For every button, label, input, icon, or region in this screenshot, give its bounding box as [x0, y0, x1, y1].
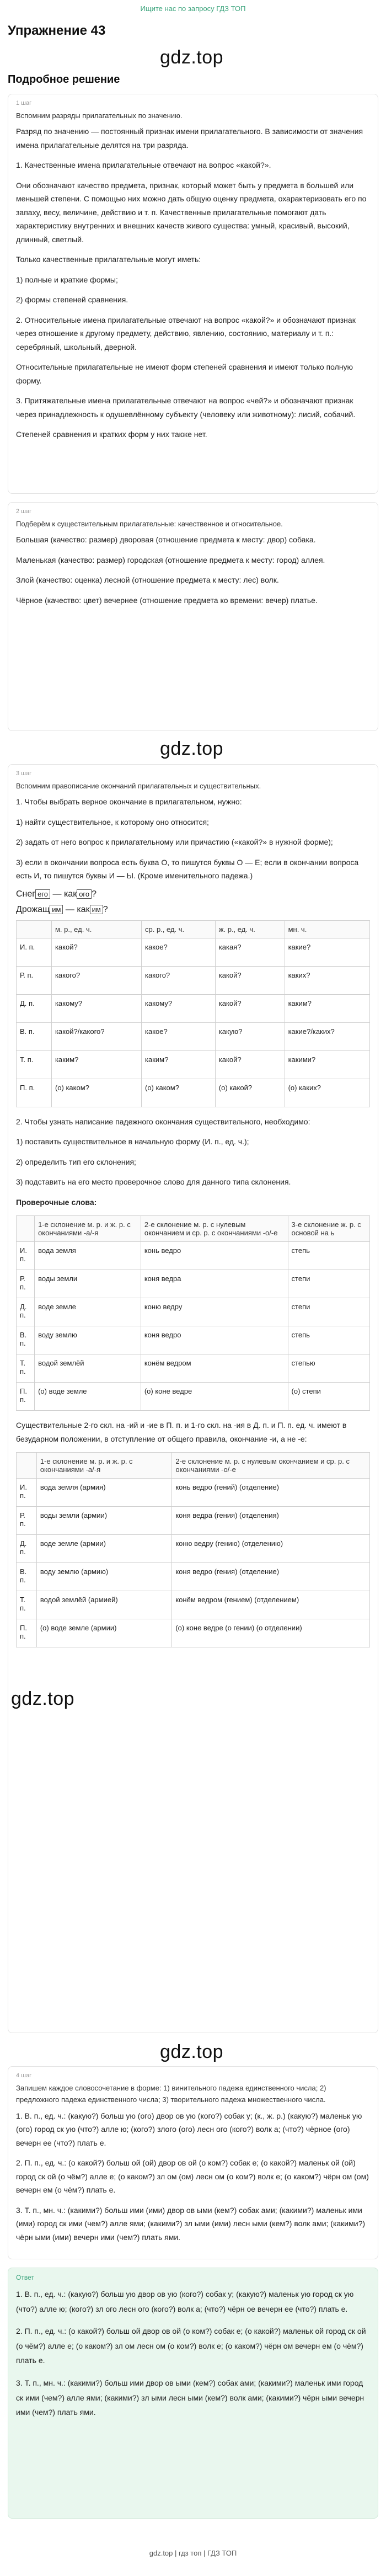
step-line: 1) поставить существительное в начальную форму (И. п., ед. ч.); — [16, 1137, 249, 1146]
table-header-cell: м. р., ед. ч. — [51, 920, 141, 938]
answer-line: 2. П. п., ед. ч.: (о какой?) больш ой двор ов ой (о ком?) собак е; (о какой?) маленьк ой город ск ой (о чём?) алле е; (о каком?) зл ом лесн ом (о ком?) волк е; (о каком?) чёрн ом вечерн ем (о чём?) плать е. — [16, 2327, 366, 2365]
example-question-ending: им — [90, 905, 103, 914]
table-cell: конь ведро — [141, 1242, 288, 1270]
table-cell: вода земля (армия) — [36, 1479, 172, 1507]
table-cell: какие?/каких? — [285, 1022, 369, 1050]
table-header-row — [17, 920, 370, 938]
table-header-cell: 2-е склонение м. р. с нулевым окончанием и ср. р. с окончаниями -о/-е — [172, 1453, 370, 1479]
table-cell: В. п. — [17, 1326, 35, 1354]
example-ending: им — [50, 905, 63, 914]
table-cell: воду землю — [35, 1326, 141, 1354]
table-cell: какие? — [285, 938, 369, 966]
table-cell: (о) воде земле — [35, 1383, 141, 1411]
table-cell: какая? — [215, 938, 285, 966]
watermark-logo: gdz.top — [11, 1688, 75, 1709]
table-header-cell: ж. р., ед. ч. — [215, 920, 285, 938]
watermark-logo: gdz.top — [160, 738, 224, 759]
table-row — [17, 938, 370, 966]
table-row — [17, 1298, 370, 1326]
table-cell: воде земле (армии) — [36, 1535, 172, 1563]
table-cell: конём ведром — [141, 1354, 288, 1383]
table-cell: В. п. — [17, 1563, 37, 1591]
step-2-card — [8, 502, 378, 731]
step-line: Существительные 2-го скл. на -ий и -ие в П. п. и 1-го скл. на -ия в Д. п. и П. п. ед. ч. имеют в безударном положении, в отступление от общего правила, окончание -и, а не -е: — [16, 1421, 347, 1443]
example-word: Дрожащ — [16, 904, 50, 914]
table-cell: И. п. — [17, 1242, 35, 1270]
table-cell: каким? — [141, 1050, 215, 1079]
table-cell: какому? — [51, 994, 141, 1022]
table-cell: коню ведру (гению) (отделению) — [172, 1535, 370, 1563]
table-cell: коня ведро (гения) (отделение) — [172, 1563, 370, 1591]
table-cell: Р. п. — [17, 1270, 35, 1298]
step-1-card — [8, 94, 378, 494]
step-line: 2. П. п., ед. ч.: (о какой?) больш ой (ой) двор ов ой (о ком?) собак е; (о какой?) маленьк ой (ой) город ск ой (о чём?) алле е; (о каком?) зл ом (ом) лесн ом (о ком?) волк е; (о каком?) чёрн ом (ом) вечерн ем (о чём?) плать е. — [16, 2158, 369, 2195]
step-3-card — [8, 764, 378, 2033]
table-cell: Р. п. — [17, 1507, 37, 1535]
table-header-row — [17, 1453, 370, 1479]
table-row — [17, 1242, 370, 1270]
step-4-card — [8, 2066, 378, 2259]
table-cell: (о) какой? — [215, 1079, 285, 1107]
table-cell: водой землёй — [35, 1354, 141, 1383]
table-cell: П. п. — [17, 1383, 35, 1411]
table-cell: степи — [288, 1270, 369, 1298]
watermark-logo: gdz.top — [160, 2041, 224, 2062]
table-cell: каких? — [285, 966, 369, 994]
watermark-logo: gdz.top — [160, 47, 224, 68]
table-header-cell: мн. ч. — [285, 920, 369, 938]
table-header-cell: 1-е склонение м. р. и ж. р. с окончаниями -а/-я — [36, 1453, 172, 1479]
table-row — [17, 1050, 370, 1079]
step-label: 3 шаг — [16, 770, 32, 777]
table-cell: (о) степи — [288, 1383, 369, 1411]
section-heading: Подробное решение — [8, 73, 120, 86]
step-line: 1) полные и краткие формы; — [16, 275, 118, 284]
table-cell: каким? — [285, 994, 369, 1022]
table-cell: степью — [288, 1354, 369, 1383]
table-row — [17, 1591, 370, 1619]
step-line: Они обозначают качество предмета, признак, который может быть у предмета в большей или меньшей степени. С помощью них можно дать общую оценку предмета, охарактеризовать его по запаху, весу, величине, действию и т. п. Качественные прилагательные помогают дать характеристику внутренних и внешних качеств живого существа: умный, красивый, высокий, длинный, светлый. — [16, 180, 367, 244]
answer-line: 3. Т. п., мн. ч.: (какими?) больш ими двор ов ыми (кем?) собак ами; (какими?) маленьк ими город ск ими (чем?) алле ями; (какими?) зл ыми лесн ыми (кем?) волк ами; (какими?) чёрн ыми вечерн ими (чем?) плать ями. — [16, 2378, 364, 2417]
step-line: Злой (качество: оценка) лесной (отношение предмета к месту: лес) волк. — [16, 575, 279, 585]
adjective-question-table — [16, 920, 370, 1107]
step-line: Чёрное (качество: цвет) вечернее (отношение предмета ко времени: вечер) платье. — [16, 595, 318, 605]
step-line: 1. Качественные имена прилагательные отвечают на вопрос «какой?». — [16, 161, 271, 170]
table-cell: И. п. — [17, 1479, 37, 1507]
step-line: 2) определить тип его склонения; — [16, 1157, 136, 1166]
table-cell: Д. п. — [17, 1298, 35, 1326]
step-line: 3. Притяжательные имена прилагательные отвечают на вопрос «чей?» и обозначают признак через принадлежность к одушевлённому субъекту (человеку или животному): лисий, собачий. — [16, 396, 356, 419]
table-cell: (о) воде земле (армии) — [36, 1619, 172, 1647]
table-row — [17, 1383, 370, 1411]
table-row — [17, 1563, 370, 1591]
example-line — [16, 905, 370, 915]
table-cell: Т. п. — [17, 1050, 52, 1079]
table-cell: какой? — [215, 1050, 285, 1079]
table-row — [17, 1619, 370, 1647]
step-content — [16, 2109, 370, 2244]
table-cell: степи — [288, 1298, 369, 1326]
table-cell: конь ведро (гений) (отделение) — [172, 1479, 370, 1507]
table-row — [17, 1022, 370, 1050]
step-line: Разряд по значению — постоянный признак имени прилагательного. В зависимости от значения имена прилагательные делятся на три разряда. — [16, 127, 363, 150]
step-task: Подберём к существительным прилагательные: качественное и относительное. — [16, 520, 283, 528]
table-row — [17, 994, 370, 1022]
table-cell: какой? — [215, 994, 285, 1022]
table-cell: Р. п. — [17, 966, 52, 994]
table-cell: какого? — [141, 966, 215, 994]
table-header-cell: 2-е склонение м. р. с нулевым окончанием и ср. р. с окончаниями -о/-е — [141, 1216, 288, 1242]
table-row — [17, 1326, 370, 1354]
table-cell: какой?/какого? — [51, 1022, 141, 1050]
table-header-cell: 3-е склонение ж. р. с основой на ь — [288, 1216, 369, 1242]
table-header-row — [17, 1216, 370, 1242]
table-cell: воды земли — [35, 1270, 141, 1298]
step-line: 2) формы степеней сравнения. — [16, 295, 128, 305]
table-cell: (о) каком? — [141, 1079, 215, 1107]
table-row — [17, 1270, 370, 1298]
example-question: — как — [52, 889, 77, 899]
step-label: 2 шаг — [16, 508, 32, 515]
table-cell: какое? — [141, 938, 215, 966]
step-line: 3) подставить на его место проверочное слово для данного типа склонения. — [16, 1177, 291, 1187]
example-word: Снег — [16, 889, 36, 899]
table-cell: коня ведра — [141, 1270, 288, 1298]
table-row — [17, 1079, 370, 1107]
table-cell: И. п. — [17, 938, 52, 966]
table-cell: какими? — [285, 1050, 369, 1079]
answer-line: 1. В. п., ед. ч.: (какую?) больш ую двор ов ую (кого?) собак у; (какую?) маленьк ую город ск ую (что?) алле ю; (кого?) зл ого лесн ого (кого?) волк а; (что?) чёрн ое вечерн ее (что?) плать е. — [16, 2290, 354, 2313]
step-line: Большая (качество: размер) дворовая (отношение предмета к месту: двор) собака. — [16, 535, 316, 545]
step-content — [16, 533, 370, 607]
table-cell: какое? — [141, 1022, 215, 1050]
example-line — [16, 889, 370, 899]
top-search-banner[interactable] — [0, 0, 386, 17]
table-cell: (о) каком? — [51, 1079, 141, 1107]
table-cell: вода земля — [35, 1242, 141, 1270]
step-line: Только качественные прилагательные могут иметь: — [16, 255, 201, 264]
step-line: 2. Чтобы узнать написание падежного окончания существительного, необходимо: — [16, 1117, 310, 1126]
table-header-cell: ср. р., ед. ч. — [141, 920, 215, 938]
table-cell: степь — [288, 1326, 369, 1354]
step-line: 2. Относительные имена прилагательные отвечают на вопрос «какой?» и обозначают признак через отношение к другому предмету, действию, явлению, состоянию, материалу и т. п.: серебряный, школьный, дверной. — [16, 315, 356, 351]
example-question-ending: ого — [77, 889, 92, 899]
step-label: 4 шаг — [16, 2072, 32, 2079]
top-search-link[interactable]: Ищите нас по запросу ГДЗ ТОП — [140, 4, 246, 13]
step-content — [16, 795, 370, 1647]
table-cell: водой землёй (армией) — [36, 1591, 172, 1619]
table-header-cell — [17, 920, 52, 938]
table-header-cell — [17, 1453, 37, 1479]
table-cell: конём ведром (гением) (отделением) — [172, 1591, 370, 1619]
table-header-cell — [17, 1216, 35, 1242]
step-task: Запишем каждое словосочетание в форме: 1) винительного падежа единственного числа; 2) предложного падежа единственного числа; 3) творительного падежа множественного числа. — [16, 2084, 326, 2104]
example-question: — как — [65, 904, 90, 914]
table-row — [17, 966, 370, 994]
table-cell: коню ведру — [141, 1298, 288, 1326]
table-cell: Д. п. — [17, 1535, 37, 1563]
step-line: 3) если в окончании вопроса есть буква О, то пишутся буквы О — Е; если в окончании вопроса есть И, то пишутся буквы И — Ы. (Кроме именительного падежа.) — [16, 857, 359, 881]
table-caption: Проверочные слова: — [16, 1197, 97, 1207]
table-cell: (о) каких? — [285, 1079, 369, 1107]
table-cell: В. п. — [17, 1022, 52, 1050]
table-cell: П. п. — [17, 1079, 52, 1107]
declension-check-table — [16, 1215, 370, 1411]
answer-label: Ответ — [16, 2274, 34, 2281]
table-header-cell: 1-е склонение м. р. и ж. р. с окончаниями -а/-я — [35, 1216, 141, 1242]
table-cell: Д. п. — [17, 994, 52, 1022]
example-tail: ? — [103, 904, 108, 914]
table-cell: воды земли (армии) — [36, 1507, 172, 1535]
table-cell: степь — [288, 1242, 369, 1270]
step-content — [16, 125, 370, 441]
table-cell: какую? — [215, 1022, 285, 1050]
table-cell: (о) коне ведре (о гении) (о отделении) — [172, 1619, 370, 1647]
table-cell: какого? — [51, 966, 141, 994]
table-cell: воду землю (армию) — [36, 1563, 172, 1591]
table-row — [17, 1354, 370, 1383]
table-cell: П. п. — [17, 1619, 37, 1647]
step-task: Вспомним правописание окончаний прилагательных и существительных. — [16, 782, 261, 790]
step-label: 1 шаг — [16, 100, 32, 106]
step-line: 1. Чтобы выбрать верное окончание в прилагательном, нужно: — [16, 797, 242, 807]
step-line: 1) найти существительное, к которому оно относится; — [16, 817, 209, 826]
step-line: 2) задать от него вопрос к прилагательному или причастию («какой?» в нужной форме); — [16, 838, 333, 847]
page-title: Упражнение 43 — [8, 23, 106, 38]
step-line: Относительные прилагательные не имеют форм степеней сравнения и имеют только полную форму. — [16, 362, 353, 385]
step-line: 3. Т. п., мн. ч.: (какими?) больш ими (ими) двор ов ыми (кем?) собак ами; (какими?) маленьк ими (ими) город ск ими (чем?) алле ями; (какими?) зл ыми (ими) лесн ыми (кем?) волк ами; (какими?) чёрн ыми (ими) вечерн ими (чем?) плать ями. — [16, 2205, 366, 2242]
table-row — [17, 1507, 370, 1535]
answer-box — [8, 2268, 378, 2519]
table-cell: Т. п. — [17, 1354, 35, 1383]
step-line: Степеней сравнения и кратких форм у них также нет. — [16, 430, 207, 439]
example-tail: ? — [92, 889, 97, 899]
step-task: Вспомним разряды прилагательных по значению. — [16, 111, 183, 120]
step-line: Маленькая (качество: размер) городская (отношение предмета к месту: город) аллея. — [16, 555, 325, 564]
table-row — [17, 1479, 370, 1507]
table-cell: коня ведро — [141, 1326, 288, 1354]
table-cell: какой? — [215, 966, 285, 994]
table-cell: какой? — [51, 938, 141, 966]
table-cell: (о) коне ведре — [141, 1383, 288, 1411]
table-cell: Т. п. — [17, 1591, 37, 1619]
table-cell: каким? — [51, 1050, 141, 1079]
declension-exceptions-table — [16, 1452, 370, 1647]
table-cell: коня ведра (гения) (отделения) — [172, 1507, 370, 1535]
step-line: 1. В. п., ед. ч.: (какую?) больш ую (ого) двор ов ую (кого?) собак у; (к., ж. р.) (какую?) маленьк ую (ого) город ск ую (что?) алле ю; (кого?) злого (ого) лесн ого (кого?) волк а; (что?) чёрное (ого) вечерн ее (что?) плать е. — [16, 2111, 362, 2147]
example-ending: его — [35, 889, 50, 899]
footer-links[interactable]: gdz.top | гдз топ | ГДЗ ТОП — [149, 2549, 237, 2557]
table-row — [17, 1535, 370, 1563]
table-cell: какому? — [141, 994, 215, 1022]
table-cell: воде земле — [35, 1298, 141, 1326]
